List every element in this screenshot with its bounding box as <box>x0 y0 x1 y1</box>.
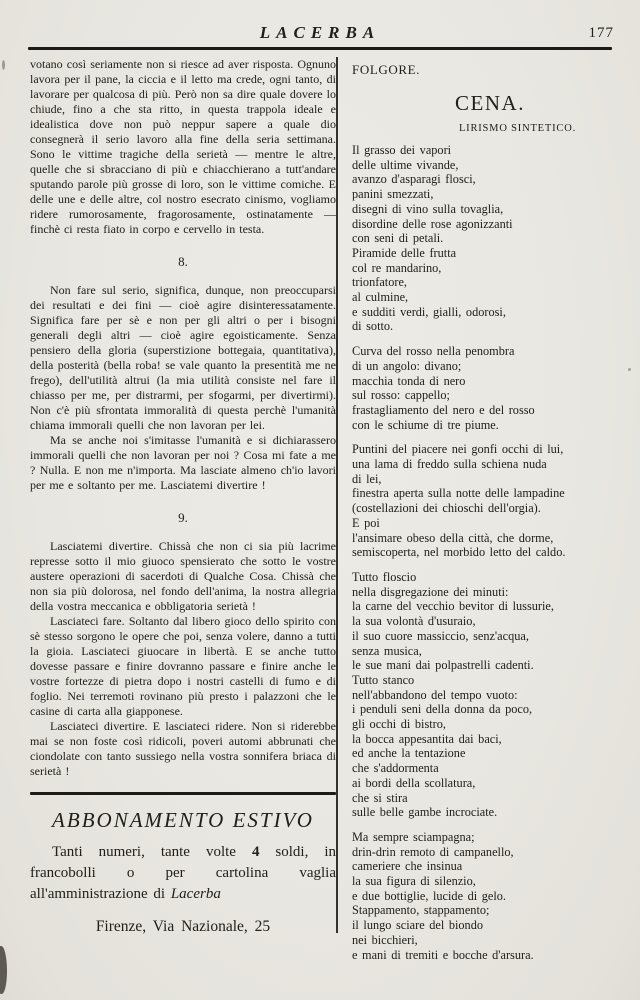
poem-line: ai bordi della scollatura, <box>352 775 476 790</box>
poem-author: FOLGORE. <box>352 62 420 77</box>
poem-line: delle ultime vivande, <box>352 157 459 172</box>
poem-line: e sudditi verdi, gialli, odorosi, <box>352 304 506 319</box>
left-column <box>30 57 336 936</box>
scan-smudge <box>0 946 7 994</box>
poem-line: cameriere che insinua <box>352 859 463 874</box>
poem-line: semiscoperta, nel morbido letto del caldo. <box>352 545 566 560</box>
page-number: 177 <box>588 25 614 41</box>
right-column <box>352 57 628 962</box>
poem-line: trionfatore, <box>352 275 407 290</box>
poem-line: con le schiume di tre piume. <box>352 417 499 432</box>
poem-line: la carne del vecchio bevitor di lussurie, <box>352 599 554 614</box>
poem-line: nell'abbandono del tempo vuoto: <box>352 687 518 702</box>
poem-subtitle: LIRISMO SINTETICO. <box>458 123 576 134</box>
scan-speck <box>2 60 5 70</box>
poem-line: E poi <box>352 515 380 530</box>
scan-speck <box>628 368 631 371</box>
section-8-paragraph: Non fare sul serio, significa, dunque, non preoccuparsi dei resultati e dei fini — cioè agire disinteressatamente. Significa fare per sè e non per gli altri o per i bisogni generali degli altri — cioè agire egoisticamente. Senza pensiero della gloria (superstizione bottegaia, quantitativa), della posterità (bella roba! se vale quanto la presentità me ne frego), dell'utilità altrui (la mia utilità consiste nel fare il chiasso per me, per distrarmi, per sfogarmi, per divertirmi). Non c'è più sfrontata immoralità di questa perchè l'umanità chiama immorali quelli che non lavoran per lei. <box>30 283 336 432</box>
poem-stanza <box>352 442 628 560</box>
poem-line: che si stira <box>352 790 408 805</box>
poem-line: la sua volontà d'usuraio, <box>352 614 476 629</box>
ad-body-text: soldi, in francobolli o per cartolina vaglia all'amministrazione di <box>30 844 336 902</box>
poem-stanza <box>352 344 628 432</box>
poem-stanza <box>352 570 628 820</box>
poem-line: Tutto stanco <box>352 672 415 687</box>
poem-line: che s'addormenta <box>352 761 439 776</box>
poem-stanza <box>352 143 628 334</box>
poem-line: frastagliamento del nero e del rosso <box>352 402 535 417</box>
ad-divider-rule <box>30 792 336 795</box>
poem-line: sulle belle gambe incrociate. <box>352 805 498 820</box>
column-divider <box>336 57 338 933</box>
poem-line: senza musica, <box>352 643 422 658</box>
poem-line: di lei, <box>352 471 382 486</box>
poem-line: finestra aperta sulla notte delle lampadine <box>352 486 565 501</box>
poem-line: Curva del rosso nella penombra <box>352 344 515 359</box>
poem-line: (costellazioni dei chioschi dell'orgia). <box>352 501 541 516</box>
poem-line: panini smezzati, <box>352 187 434 202</box>
poem-line: il lungo sciare del biondo <box>352 918 483 933</box>
poem-line: nella disgregazione dei minuti: <box>352 584 509 599</box>
poem-line: nei bicchieri, <box>352 932 418 947</box>
poem-line: con seni di petali. <box>352 231 444 246</box>
section-9-heading: 9. <box>178 510 188 525</box>
poem-line: Stappamento, stappamento; <box>352 903 490 918</box>
poem-line: le sue mani dai polpastrelli cadenti. <box>352 658 534 673</box>
poem-line: disegni di vino sulla tovaglia, <box>352 201 504 216</box>
ad-body <box>30 842 336 905</box>
intro-paragraph: votano così seriamente non si riesce ad aver risposta. Ognuno lavora per il pane, la ciccia e il letto ma crede, ogni tanto, di lavorare per qualcosa di più. Però non sa dire quale dovere lo chiude, fino a che sta ritto, in questa trappola ideale e idealistica dove non può neppur sapere a quale dio consegnerà il serio lavoro alla fine della seria settimana. Sono le vittime tragiche della serietà — mentre le altre, quelle che si sbracciano di più e chiacchierano a tutt'andare sputando parole più grosse di loro, son le vittime comiche. E delle une e delle altre, col nostro esecrato cinismo, vogliamo ridere rumorosamente, fragorosamente, ostinatamente — finchè ci resta fiato in corpo e cervello in testa. <box>30 57 336 236</box>
section-9-paragraph: Lasciatemi divertire. Chissà che non ci sia più lacrime represse sotto il mio giuoco spensierato che sotto le vostre austere operazioni di sacerdoti di Qualche Cosa. Chissà che non sia più dolorosa, nel fondo dell'anima, la nostra allegria della vostra meccanica e obbligatoria serietà ! <box>30 539 336 613</box>
poem-line: l'ansimare obeso della città, che dorme, <box>352 530 554 545</box>
poem-line: macchia tonda di nero <box>352 373 466 388</box>
section-9-paragraph: Lasciateci divertire. E lasciateci ridere. Non si riderebbe mai se non foste così ridicoli, poveri automi abbrunati che ciondolate con tanto sussiego nella vostra sonnifera briaca di serietà ! <box>30 719 336 778</box>
poem-line: drin-drin remoto di campanello, <box>352 844 514 859</box>
poem-line: e due bottiglie, lucide di gelo. <box>352 888 506 903</box>
poem-line: sul rosso: cappello; <box>352 388 450 403</box>
poem-line: la bocca appesantita dai baci, <box>352 731 502 746</box>
poem-line: la sua figura di silenzio, <box>352 874 476 889</box>
poem-stanza <box>352 830 628 962</box>
poem-line: Piramide delle frutta <box>352 245 457 260</box>
section-8-paragraph: Ma se anche noi s'imitasse l'umanità e si dichiarassero immorali quelli che non lavoran per noi ? Cosa mi fate a me ? Nulla. E non me n'importa. Ma lasciate almeno ch'io lavori per me e soltanto per me. Lasciatemi divertire ! <box>30 433 336 492</box>
poem-line: i penduli seni della donna da poco, <box>352 702 533 717</box>
ad-address: Firenze, Via Nazionale, 25 <box>95 918 271 935</box>
poem-line: una lama di freddo sulla schiena nuda <box>352 457 547 472</box>
poem-title: CENA. <box>455 91 525 115</box>
section-9-paragraph: Lasciateci fare. Soltanto dal libero gioco dello spirito con sè stesso sorgono le opere che poi, senza volere, danno a tutti la gioia. Lasciateci giuocare in libertà. E se anche tutto dovesse passare e finire dovranno passare e finire anche le vostre fortezze di pietra dopo i nostri castelli di fumo e di foglio. Nei terremoti rovinano più presto i palazzoni che le casine di carta alla giapponese. <box>30 614 336 718</box>
section-8-heading: 8. <box>178 254 188 269</box>
poem-line: di sotto. <box>352 319 394 334</box>
poem-line: gli occhi di bistro, <box>352 717 446 732</box>
ad-journal-name: Lacerba <box>170 886 221 902</box>
poem-line: Puntini del piacere nei gonfi occhi di lui, <box>352 442 564 457</box>
ad-price-number: 4 <box>251 844 260 860</box>
poem-line: ed anche la tentazione <box>352 746 466 761</box>
poem-line: il suo cuore massiccio, senz'acqua, <box>352 628 529 643</box>
poem-line: al culmine, <box>352 290 409 305</box>
ad-body-text: Tanti numeri, tante volte <box>52 844 252 860</box>
poem-line: Tutto floscio <box>352 569 417 584</box>
header-rule <box>28 47 612 50</box>
poem-line: di un angolo: divano; <box>352 358 462 373</box>
ad-title: ABBONAMENTO ESTIVO <box>52 808 314 832</box>
journal-title: LACERBA <box>259 23 381 42</box>
poem-line: Il grasso dei vapori <box>352 143 452 157</box>
poem-line: avanzo d'asparagi flosci, <box>352 172 476 187</box>
poem-line: disordine delle rose agonizzanti <box>352 216 513 231</box>
poem-line: col re mandarino, <box>352 260 442 275</box>
poem-line: Ma sempre sciampagna; <box>352 829 475 844</box>
poem-line: e mani di tremiti e bocche d'arsura. <box>352 947 534 962</box>
